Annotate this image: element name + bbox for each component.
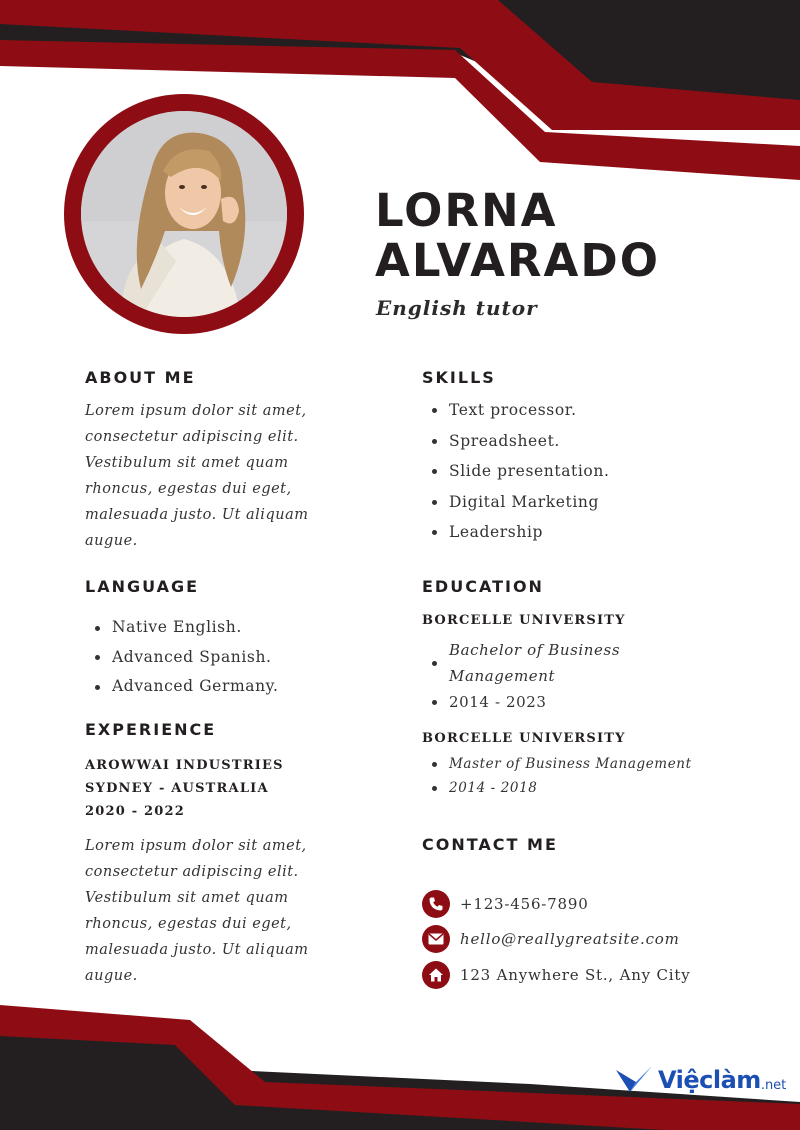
home-icon [422,961,450,989]
education-details-1 [422,637,620,715]
education-school-2: BORCELLE UNIVERSITY [422,731,626,746]
contact-phone [422,890,589,918]
language-heading: LANGUAGE [85,577,200,596]
list-item: 2014 - 2023 [422,689,620,715]
experience-heading: EXPERIENCE [85,720,217,739]
email-text: hello@reallygreatsite.com [460,930,680,948]
list-item: 2014 - 2018 [422,776,692,800]
experience-text: Lorem ipsum dolor sit amet, consectetur adipiscing elit. Vestibulum sit amet quam rhoncus, egestas dui eget, malesuada justo. Ut aliquam augue. [85,838,309,984]
logo-suffix: .net [760,1077,787,1093]
list-item: Leadership [422,517,609,548]
list-item: Bachelor of Business Management [422,637,620,689]
list-item: Native English. [85,613,279,643]
vieclam-logo-mark-icon [616,1066,652,1094]
address-text: 123 Anywhere St., Any City [460,966,691,984]
name-first: LORNA [375,184,558,237]
list-item: Advanced Spanish. [85,643,279,673]
list-item: Master of Business Management [422,752,692,776]
education-school-1: BORCELLE UNIVERSITY [422,613,626,628]
list-item: Digital Marketing [422,487,609,518]
profile-photo [81,111,287,317]
experience-period: 2020 - 2022 [85,804,186,819]
experience-location: SYDNEY - AUSTRALIA [85,781,269,796]
envelope-icon [422,925,450,953]
experience-meta [85,754,284,823]
phone-text: +123-456-7890 [460,895,589,913]
contact-heading: CONTACT ME [422,835,558,854]
skills-list [422,395,609,548]
vieclam-logo [616,1062,786,1098]
logo-brand: Việclàm [658,1066,761,1094]
name-last: ALVARADO [375,234,660,287]
about-text: Lorem ipsum dolor sit amet, consectetur adipiscing elit. Vestibulum sit amet quam rhoncus, egestas dui eget, malesuada justo. Ut aliquam augue. [85,403,309,549]
about-heading: ABOUT ME [85,368,196,387]
education-details-2 [422,752,692,800]
list-item: Spreadsheet. [422,426,609,457]
contact-address [422,961,690,989]
education-heading: EDUCATION [422,577,544,596]
list-item: Text processor. [422,395,609,426]
experience-company: AROWWAI INDUSTRIES [85,758,284,773]
candidate-name [375,186,785,286]
language-list [85,613,279,702]
list-item: Slide presentation. [422,456,609,487]
contact-email [422,925,680,953]
skills-heading: SKILLS [422,368,496,387]
list-item: Advanced Germany. [85,672,279,702]
job-title: English tutor [376,296,538,320]
phone-icon [422,890,450,918]
